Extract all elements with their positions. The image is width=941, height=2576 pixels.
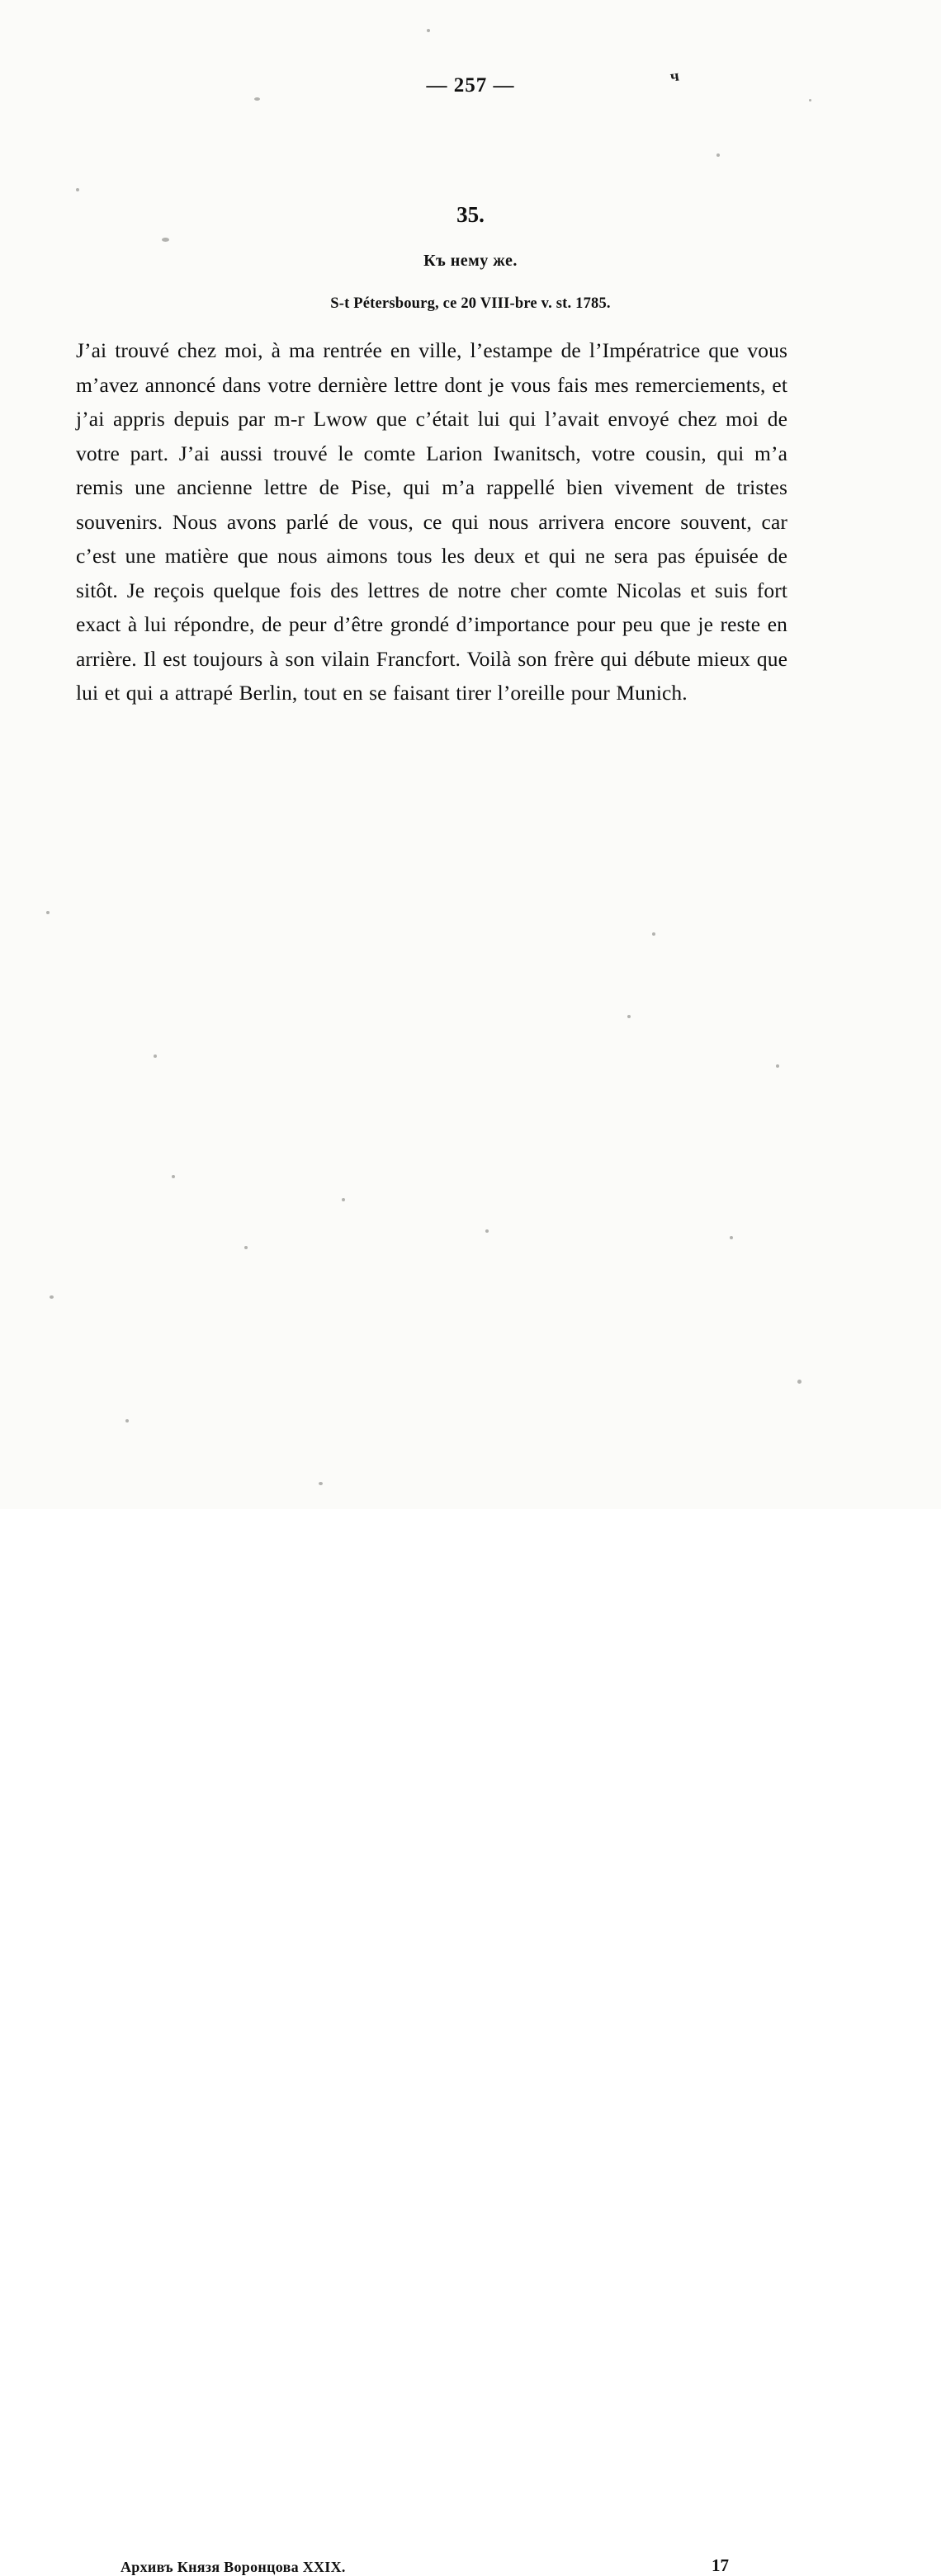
section-number: 35. [456,202,485,227]
page-number: — 257 — [426,74,515,97]
scan-speck [776,1064,779,1068]
scan-speck [46,911,50,914]
scan-speck [125,1419,129,1422]
letter-addressee: Къ нему же. [423,252,518,270]
scan-speck [809,99,811,101]
scan-speck [427,29,430,32]
scan-speck [797,1380,802,1384]
scan-speck [154,1054,157,1058]
scan-speck [716,153,720,157]
scan-speck [162,238,169,242]
letter-dateline: S-t Pétersbourg, ce 20 VIII-bre v. st. 1785. [330,295,611,312]
scan-speck [652,932,655,936]
scan-speck [76,188,79,191]
letter-body: J’ai trouvé chez moi, à ma rentrée en ville, l’estampe de l’Impératrice que vous m’avez annoncé dans votre dernière lettre dont je vous fais mes remerciements, et j’ai appris depuis par m-r Lwow que c’était lui qui l’avait envoyé chez moi de votre part. J’ai aussi trouvé le comte Larion Iwanitsch, votre cousin, qui m’a remis une ancienne lettre de Pise, qui m’a rappellé bien vivement de tristes souvenirs. Nous avons parlé de vous, ce qui nous arrivera encore souvent, car c’est une matière que nous aimons tous les deux et qui ne sera pas épuisée de sitôt. Je reçois quelque fois des lettres de notre cher comte Nicolas et suis fort exact à lui répondre, de peur d’être grondé d’importance pour peu que je reste en arrière. Il est toujours à son vilain Francfort. Voilà son frère qui débute mieux que lui et qui a attrapé Berlin, tout en se faisant tirer l’oreille pour Munich. [76,338,787,705]
scan-speck [730,1236,733,1239]
scan-speck [244,1246,248,1249]
scan-speck [254,97,260,101]
footer-series-title: Архивъ Князя Воронцова XXIX. [121,2559,346,2575]
corner-annotation-mark: ч [669,67,681,86]
scan-speck [342,1198,345,1201]
page-footer [0,1410,941,2575]
scan-speck [485,1229,489,1233]
scan-speck [172,1175,175,1178]
scan-speck [50,1295,54,1299]
scan-speck [319,1482,323,1485]
scan-speck [627,1015,631,1018]
footer-signature-number: 17 [712,2555,729,2575]
